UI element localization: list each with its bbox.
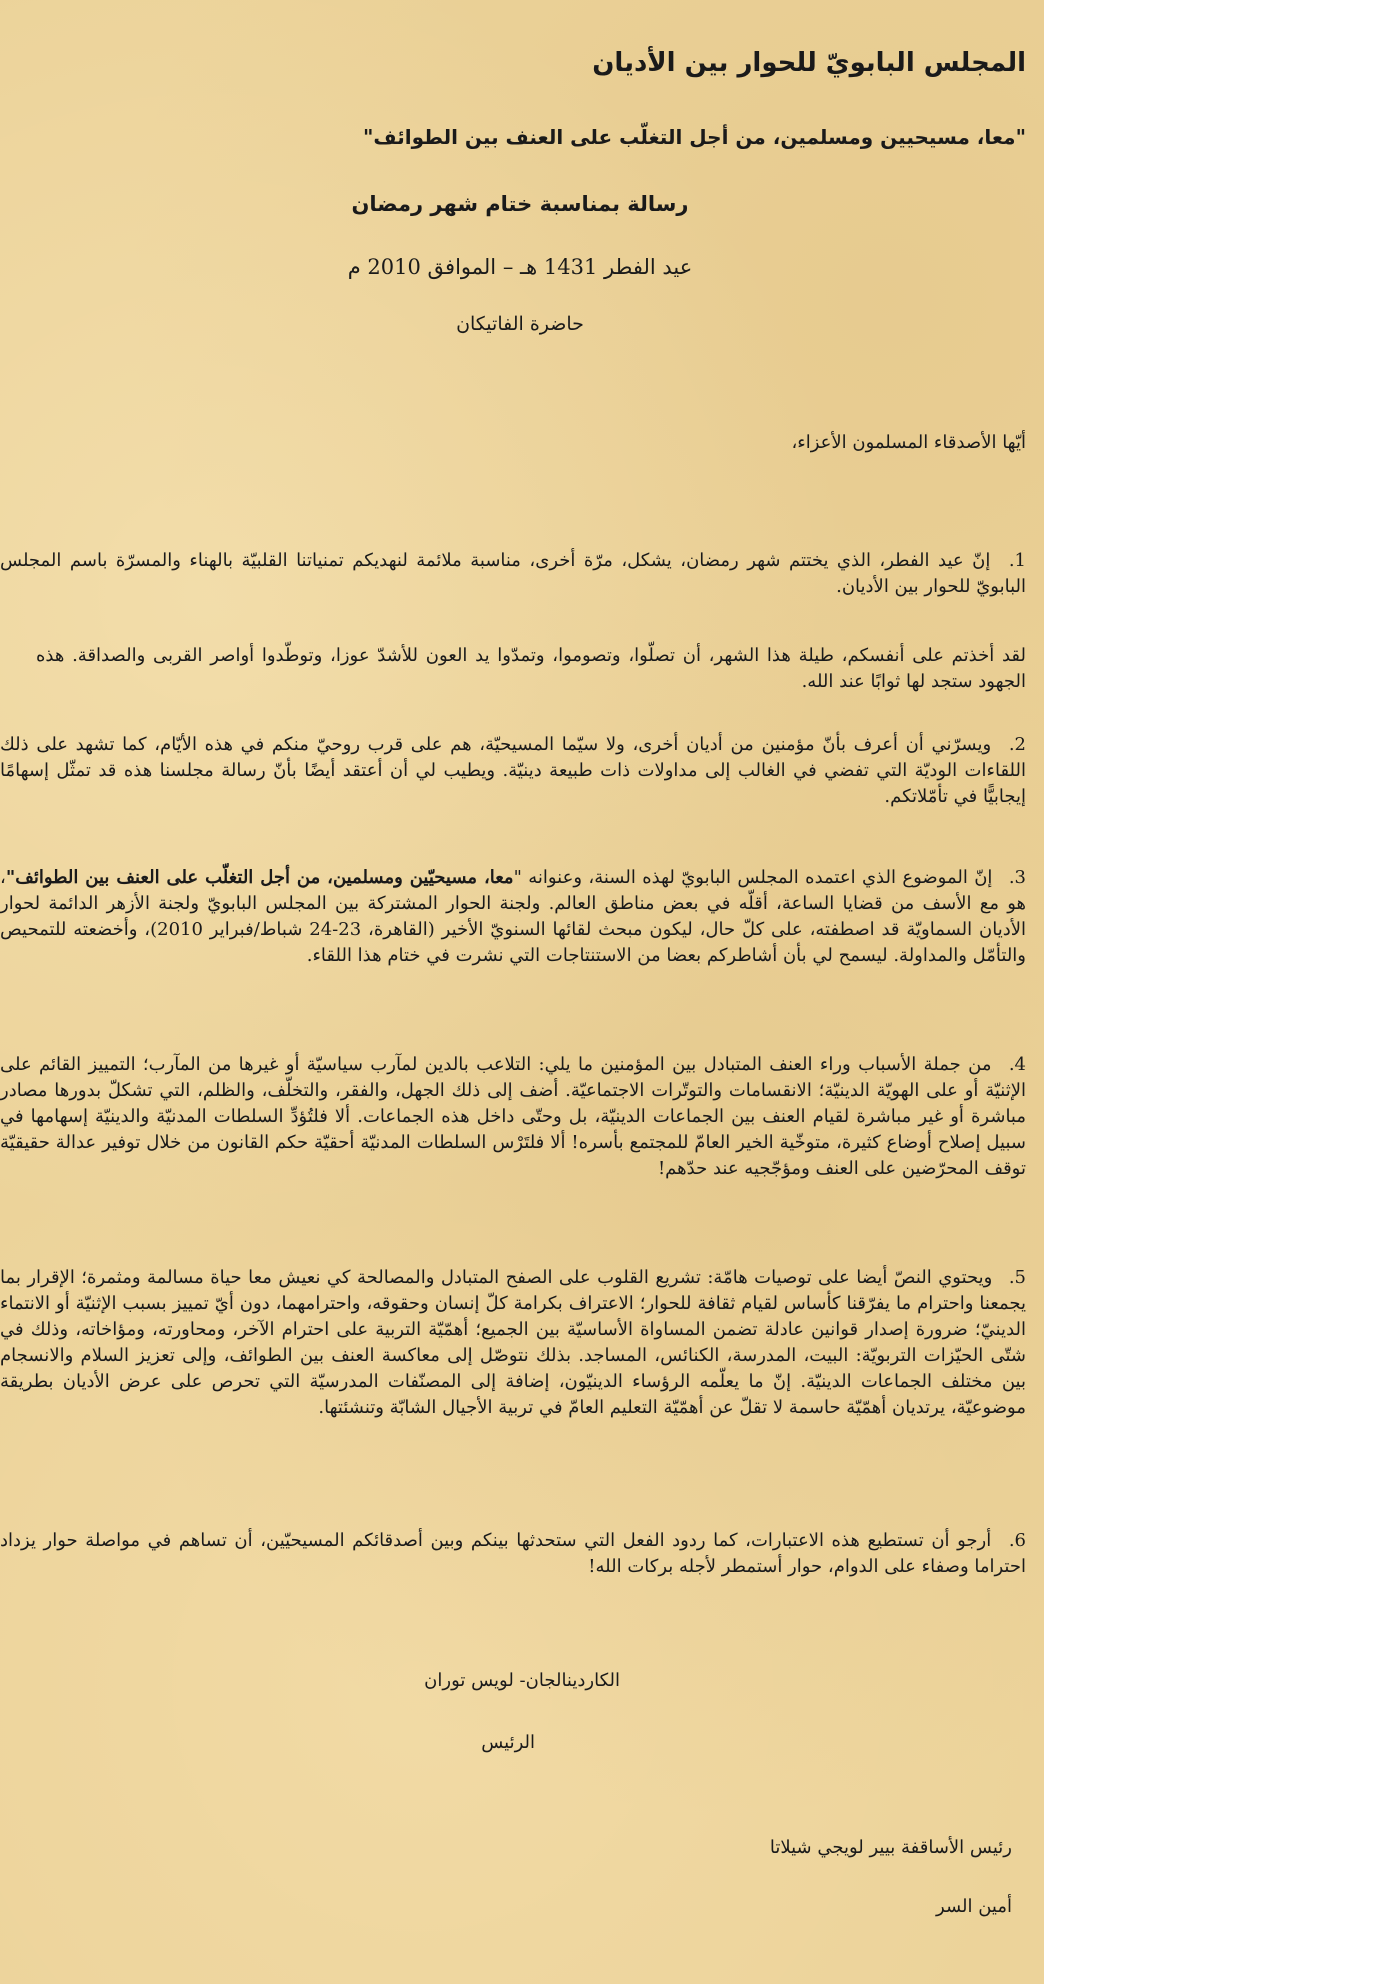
page-title: المجلس البابويّ للحوار بين الأديان bbox=[592, 48, 1026, 78]
paragraph-number: 1. bbox=[1008, 550, 1026, 571]
paragraph-text: من جملة الأسباب وراء العنف المتبادل بين المؤمنين ما يلي: التلاعب بالدين لمآرب سياسيّة أو غيرها من المآرب؛ التمييز القائم على الإثنيّة أو على الهويّة الدينيّة؛ الانقسامات والتوتّرات الاجتماعيّة. أضف إلى ذلك الجهل، والفقر، والتخلّف، والظلم، التي تشكلّ بدورها مصادر مباشرة أو غير مباشرة لقيام العنف بين الجماعات الدينيّة، بل وحتّى داخل هذه الجماعات. ألا فلتُؤدِّ السلطات المدنيّة والدينيّة إسهامها في سبيل إصلاح أوضاع كثيرة، متوخّية الخير العامّ للمجتمع بأسره! ألا فلتَرْس السلطات المدنيّة أحقيّة حكم القانون من خلال توفير عدالة حقيقيّة توقف المحرّضين على العنف ومؤجّجيه عند حدّهم! bbox=[0, 1054, 1026, 1179]
paragraph-5 bbox=[0, 1265, 1026, 1421]
greeting: أيّها الأصدقاء المسلمون الأعزاء، bbox=[791, 432, 1026, 453]
paragraph-2 bbox=[0, 732, 1026, 810]
theme-title-bold: معا، مسيحيّين ومسلمين، من أجل التغلّب على العنف بين الطوائف" bbox=[5, 867, 514, 888]
paragraph-number: 2. bbox=[1008, 734, 1026, 755]
paragraph-3 bbox=[0, 865, 1026, 969]
paragraph-1b bbox=[36, 643, 1026, 695]
paragraph-6 bbox=[0, 1528, 1026, 1580]
paragraph-number: 4. bbox=[1008, 1054, 1026, 1075]
signature-secretary-role: أمين السر bbox=[936, 1896, 1012, 1917]
paragraph-text: ويحتوي النصّ أيضا على توصيات هامّة: تشريع القلوب على الصفح المتبادل والمصالحة كي نعيش معا حياة مسالمة ومثمرة؛ الإقرار بما يجمعنا واحترام ما يفرّقنا كأساس لقيام ثقافة للحوار؛ الاعتراف بكرامة كلّ إنسان وحقوقه، واحترامهما، دون أيّ تمييز بسبب الإثنيّة أو الانتماء الدينيّ؛ ضرورة إصدار قوانين عادلة تضمن المساواة الأساسيّة بين الجميع؛ أهمّيّة التربية على احترام الآخر، ومحاورته، ومؤاخاته، وذلك في شتّى الحيّزات التربويّة: البيت، المدرسة، الكنائس، المساجد. بذلك نتوصّل إلى معاكسة العنف بين الطوائف، وإلى تعزيز السلام والانسجام بين مختلف الجماعات الدينيّة. إنّ ما يعلّمه الرؤساء الدينيّون، إضافة إلى المصنّفات المدرسيّة التي تحرص على عرض الأديان بطريقة موضوعيّة، يرتديان أهمّيّة حاسمة لا تقلّ عن أهمّيّة التعليم العامّ في تربية الأجيال الشابّة وتنشئتها. bbox=[0, 1267, 1026, 1418]
document-subtitle: "معا، مسيحيين ومسلمين، من أجل التغلّب على العنف بين الطوائف" bbox=[362, 125, 1026, 149]
paragraph-4 bbox=[0, 1052, 1026, 1182]
paragraph-text: لقد أخذتم على أنفسكم، طيلة هذا الشهر، أن تصلّوا، وتصوموا، وتمدّوا يد العون للأشدّ عوزا، وتوطّدوا أواصر القربى والصداقة. هذه الجهود ستجد لها ثوابًا عند الله. bbox=[36, 645, 1026, 692]
signature-president-name: الكاردينالجان- لويس توران bbox=[424, 1670, 620, 1691]
signature-president-role: الرئيس bbox=[481, 1732, 535, 1753]
paragraph-1 bbox=[0, 548, 1026, 600]
paragraph-text: ويسرّني أن أعرف بأنّ مؤمنين من أديان أخرى، ولا سيّما المسيحيّة، هم على قرب روحيّ منكم في هذه الأيّام، كما تشهد على ذلك اللقاءات الوديّة التي تفضي في الغالب إلى مداولات ذات طبيعة دينيّة. ويطيب لي أن أعتقد أيضًا بأنّ رسالة مجلسنا هذه قد تمثّل إسهامًا إيجابيًّا في تأمّلاتكم. bbox=[0, 734, 1026, 807]
place-line: حاضرة الفاتيكان bbox=[456, 313, 584, 335]
paragraph-text: أرجو أن تستطيع هذه الاعتبارات، كما ردود الفعل التي ستحدثها بينكم وبين أصدقائكم المسيحيّين، أن تساهم في مواصلة حوار يزداد احتراما وصفاء على الدوام، حوار أستمطر لأجله بركات الله! bbox=[0, 1530, 1026, 1577]
date-line: عيد الفطر 1431 هـ – الموافق 2010 م bbox=[347, 255, 693, 279]
paragraph-text: إنّ عيد الفطر، الذي يختتم شهر رمضان، يشكل، مرّة أخرى، مناسبة ملائمة لنهديكم تمنياتنا القلبيّة بالهناء والمسرّة باسم المجلس البابويّ للحوار بين الأديان. bbox=[0, 550, 1026, 597]
paragraph-number: 5. bbox=[1008, 1267, 1026, 1288]
paragraph-number: 6. bbox=[1008, 1530, 1026, 1551]
paragraph-text: ، هو مع الأسف من قضايا الساعة، أقلّه في بعض مناطق العالم. ولجنة الحوار المشتركة بين المجلس البابويّ ولجنة الأزهر الدائمة لحوار الأديان السماويّة قد اصطفته، على كلّ حال، ليكون مبحث لقائها السنويّ الأخير (القاهرة، 23-24 شباط/فبراير 2010)، وأخضعته للتمحيص والتأمّل والمداولة. ليسمح لي بأن أشاطركم بعضا من الاستنتاجات التي نشرت في ختام هذا اللقاء. bbox=[0, 867, 1027, 966]
paragraph-text: إنّ الموضوع الذي اعتمده المجلس البابويّ لهذه السنة، وعنوانه " bbox=[513, 867, 993, 888]
signature-secretary-name: رئيس الأساقفة بيير لويجي شيلاتا bbox=[769, 1837, 1012, 1858]
message-title: رسالة بمناسبة ختام شهر رمضان bbox=[351, 192, 689, 216]
paragraph-number: 3. bbox=[1008, 867, 1026, 888]
